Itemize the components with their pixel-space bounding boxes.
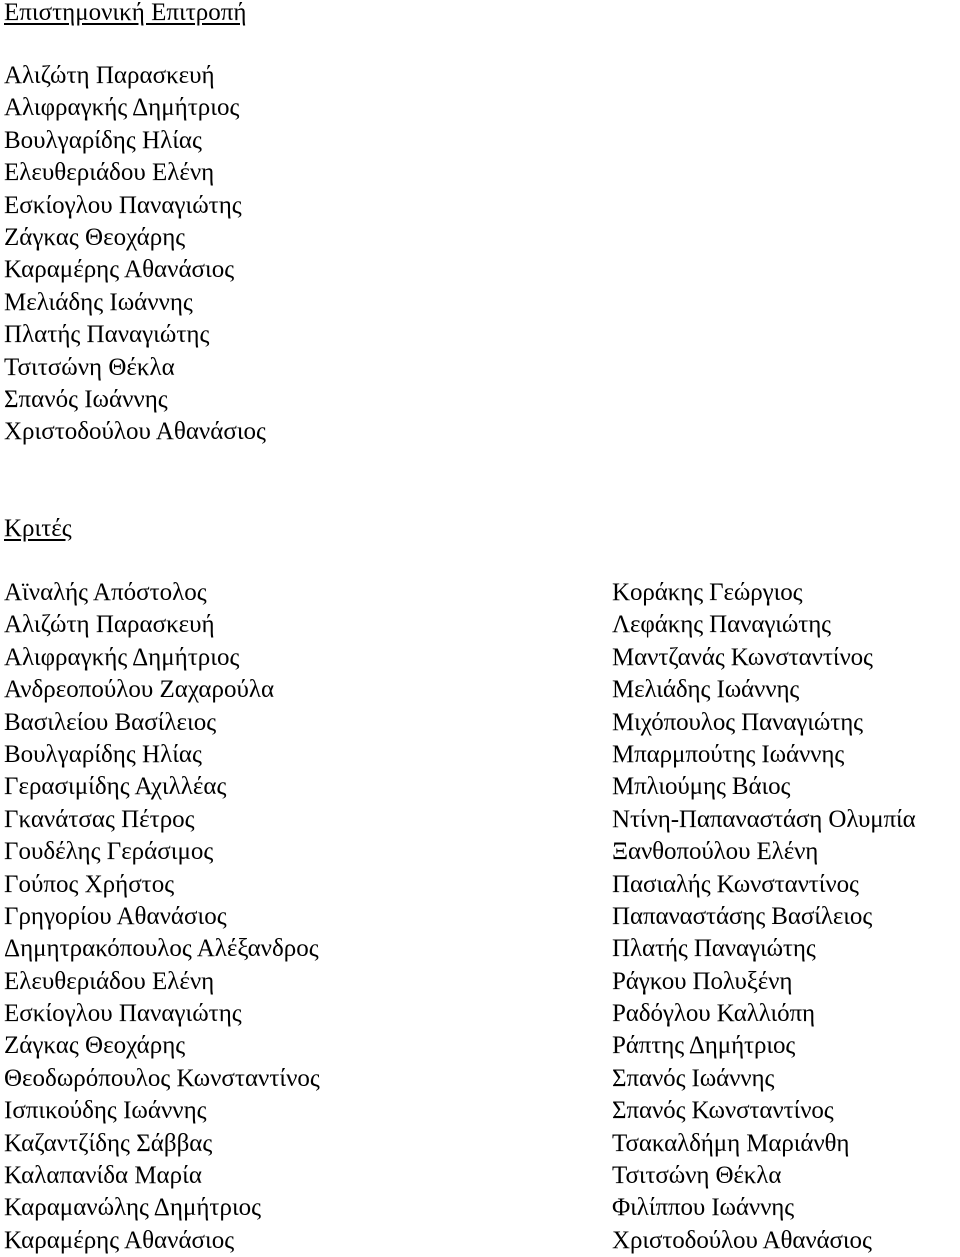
judge-name: Ράγκου Πολυξένη <box>612 967 793 995</box>
committee-member: Ζάγκας Θεοχάρης <box>4 223 186 251</box>
judge-name: Ξανθοπούλου Ελένη <box>612 838 819 866</box>
judge-name: Ισπικούδης Ιωάννης <box>4 1097 207 1125</box>
judge-name: Ζάγκας Θεοχάρης <box>4 1032 186 1060</box>
committee-member: Αλιφραγκής Δημήτριος <box>4 94 240 122</box>
judge-name: Χριστοδούλου Αθανάσιος <box>612 1226 872 1254</box>
judge-name: Μελιάδης Ιωάννης <box>612 676 800 704</box>
judge-name: Βουλγαρίδης Ηλίας <box>4 740 202 768</box>
judge-name: Αλιφραγκής Δημήτριος <box>4 643 240 671</box>
judge-name: Ραδόγλου Καλλιόπη <box>612 1000 815 1028</box>
judge-name: Καραμανώλης Δημήτριος <box>4 1194 262 1222</box>
judge-name: Ντίνη-Παπαναστάση Ολυμπία <box>612 805 916 833</box>
committee-member: Ελευθεριάδου Ελένη <box>4 159 215 187</box>
judge-name: Βασιλείου Βασίλειος <box>4 708 217 736</box>
judge-name: Φιλίππου Ιωάννης <box>612 1194 795 1222</box>
judge-name: Καραμέρης Αθανάσιος <box>4 1226 235 1254</box>
judge-name: Μπλιούμης Βάιος <box>612 773 791 801</box>
judge-name: Αλιζώτη Παρασκευή <box>4 611 215 639</box>
judge-name: Γρηγορίου Αθανάσιος <box>4 902 227 930</box>
committee-heading: Επιστημονική Επιτροπή <box>4 0 247 26</box>
committee-member-list <box>4 60 266 449</box>
committee-member: Καραμέρης Αθανάσιος <box>4 256 235 284</box>
judge-name: Πασιαλής Κωνσταντίνος <box>612 870 859 898</box>
judges-heading: Κριτές <box>4 515 72 542</box>
judge-name: Ελευθεριάδου Ελένη <box>4 967 215 995</box>
committee-member: Αλιζώτη Παρασκευή <box>4 62 215 89</box>
judge-name: Τσακαλδήμη Μαριάνθη <box>612 1129 850 1157</box>
committee-member: Βουλγαρίδης Ηλίας <box>4 126 202 154</box>
committee-member: Σπανός Ιωάννης <box>4 385 168 413</box>
judge-name: Καλαπανίδα Μαρία <box>4 1162 202 1190</box>
judge-name: Ράπτης Δημήτριος <box>612 1032 796 1060</box>
committee-member: Πλατής Παναγιώτης <box>4 321 210 349</box>
judge-name: Κοράκης Γεώργιος <box>612 579 803 606</box>
committee-member: Μελιάδης Ιωάννης <box>4 288 193 316</box>
judge-name: Καζαντζίδης Σάββας <box>4 1129 213 1157</box>
judges-list-left-column <box>4 577 320 1257</box>
judge-name: Μαντζανάς Κωνσταντίνος <box>612 643 873 671</box>
judge-name: Τσιτσώνη Θέκλα <box>612 1162 782 1190</box>
judge-name: Πλατής Παναγιώτης <box>612 935 816 963</box>
judge-name: Λεφάκης Παναγιώτης <box>612 611 831 639</box>
judge-name: Γκανάτσας Πέτρος <box>4 805 195 833</box>
judge-name: Παπαναστάσης Βασίλειος <box>612 902 873 930</box>
judge-name: Ανδρεοπούλου Ζαχαρούλα <box>4 676 275 704</box>
judge-name: Γουδέλης Γεράσιμος <box>4 838 214 866</box>
committee-member: Χριστοδούλου Αθανάσιος <box>4 418 266 446</box>
judge-name: Μπαρμπούτης Ιωάννης <box>612 740 845 768</box>
judges-list-right-column <box>612 577 916 1257</box>
committee-member: Εσκίογλου Παναγιώτης <box>4 191 242 219</box>
judge-name: Εσκίογλου Παναγιώτης <box>4 1000 242 1028</box>
judge-name: Αϊναλής Απόστολος <box>4 579 207 606</box>
judge-name: Σπανός Ιωάννης <box>612 1064 775 1092</box>
judge-name: Γερασιμίδης Αχιλλέας <box>4 773 227 801</box>
judge-name: Μιχόπουλος Παναγιώτης <box>612 708 863 736</box>
judge-name: Σπανός Κωνσταντίνος <box>612 1097 834 1125</box>
judge-name: Γούπος Χρήστος <box>4 870 175 898</box>
judge-name: Θεοδωρόπουλος Κωνσταντίνος <box>4 1064 320 1092</box>
judge-name: Δημητρακόπουλος Αλέξανδρος <box>4 935 319 963</box>
committee-member: Τσιτσώνη Θέκλα <box>4 353 175 381</box>
